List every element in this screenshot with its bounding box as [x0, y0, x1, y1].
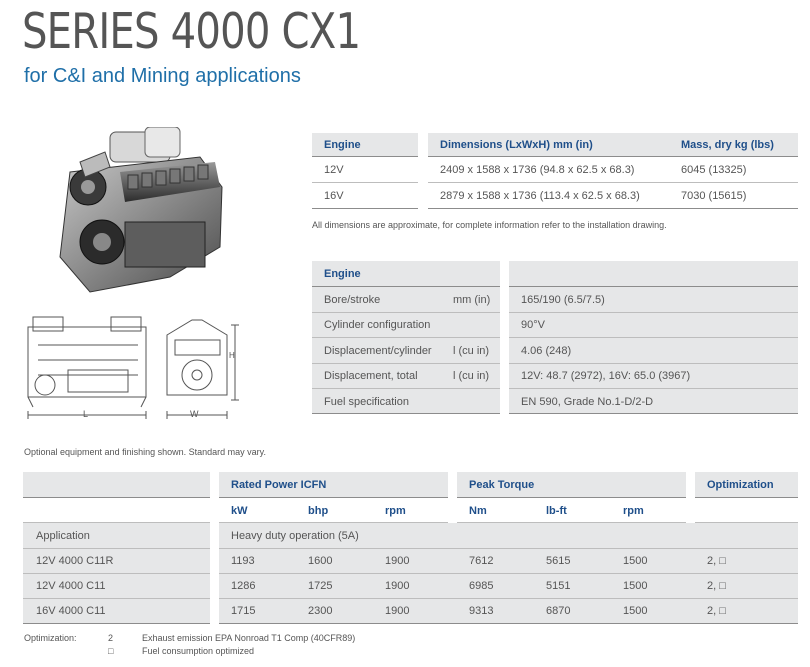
dim-row-dimensions: 2879 x 1588 x 1736 (113.4 x 62.5 x 68.3)	[440, 190, 640, 202]
rated-kw: 1286	[231, 580, 256, 592]
unit-lbft: lb-ft	[546, 505, 567, 517]
engine-photo	[50, 127, 225, 297]
dim-header-dimensions: Dimensions (LxWxH) mm (in)	[440, 139, 593, 151]
row-divider	[23, 598, 210, 599]
optimization-value: 2, □	[707, 555, 726, 567]
page-title: SERIES 4000 CX1	[22, 3, 361, 60]
rated-bhp: 1725	[308, 580, 333, 592]
engine-spec-value: 12V: 48.7 (2972), 16V: 65.0 (3967)	[521, 370, 691, 382]
engine-spec-label: Displacement, total	[324, 370, 418, 382]
footnote-label: Optimization:	[24, 633, 77, 643]
rated-power-header: Rated Power ICFN	[231, 479, 327, 491]
footnote-text: Fuel consumption optimized	[142, 646, 255, 656]
row-divider	[23, 623, 210, 624]
rated-kw: 1715	[231, 605, 256, 617]
torque-lbft: 5615	[546, 555, 571, 567]
engine-spec-header: Engine	[324, 268, 361, 280]
engine-spec-label: Fuel specification	[324, 396, 409, 408]
engine-spec-unit: mm (in)	[453, 294, 491, 306]
rated-bhp: 1600	[308, 555, 333, 567]
dim-header-engine: Engine	[324, 139, 361, 151]
image-caption: Optional equipment and finishing shown. Standard may vary.	[24, 447, 266, 457]
drawing-height-label: H	[229, 351, 235, 360]
rated-kw: 1193	[231, 555, 255, 567]
engine-side-drawing	[23, 315, 153, 425]
dim-row-engine: 16V	[324, 190, 344, 202]
torque-nm: 6985	[469, 580, 494, 592]
application-name: 16V 4000 C11	[36, 605, 106, 617]
engine-spec-label: Bore/stroke	[324, 294, 381, 306]
dimensions-note: All dimensions are approximate, for complete information refer to the installation drawing.	[312, 220, 667, 230]
engine-spec-value: EN 590, Grade No.1-D/2-D	[521, 396, 654, 408]
unit-nm: Nm	[469, 505, 487, 517]
rated-rpm: 1900	[385, 580, 410, 592]
engine-spec-value: 4.06 (248)	[521, 345, 572, 357]
application-label: Application	[36, 530, 90, 542]
unit-bhp: bhp	[308, 505, 329, 517]
unit-rpm: rpm	[385, 505, 406, 517]
unit-kw: kW	[231, 505, 248, 517]
operation-label: Heavy duty operation (5A)	[231, 530, 359, 542]
dim-row-mass: 6045 (13325)	[681, 164, 747, 176]
engine-spec-label: Cylinder configuration	[324, 319, 431, 331]
rated-rpm: 1900	[385, 605, 410, 617]
footnote-key: □	[108, 646, 114, 656]
optimization-value: 2, □	[707, 605, 726, 617]
dim-row-mass: 7030 (15615)	[681, 190, 747, 202]
dim-header-mass: Mass, dry kg (lbs)	[681, 139, 774, 151]
drawing-length-label: L	[83, 409, 89, 419]
application-name: 12V 4000 C11	[36, 580, 106, 592]
torque-lbft: 5151	[546, 580, 571, 592]
torque-rpm: 1500	[623, 605, 648, 617]
torque-rpm: 1500	[623, 555, 648, 567]
dim-row-engine: 12V	[324, 164, 344, 176]
torque-rpm: 1500	[623, 580, 648, 592]
optimization-value: 2, □	[707, 580, 726, 592]
engine-spec-value: 90°V	[521, 319, 545, 331]
engine-spec-label: Displacement/cylinder	[324, 345, 432, 357]
application-name: 12V 4000 C11R	[36, 555, 114, 567]
optimization-header: Optimization	[707, 479, 774, 491]
footnote-text: Exhaust emission EPA Nonroad T1 Comp (40CFR89)	[142, 633, 356, 643]
rated-bhp: 2300	[308, 605, 333, 617]
row-divider	[23, 573, 210, 574]
torque-nm: 7612	[469, 555, 494, 567]
torque-lbft: 6870	[546, 605, 571, 617]
dim-row-dimensions: 2409 x 1588 x 1736 (94.8 x 62.5 x 68.3)	[440, 164, 635, 176]
engine-spec-unit: l (cu in)	[453, 345, 490, 357]
row-divider	[219, 573, 798, 574]
footnote-key: 2	[108, 633, 114, 643]
torque-nm: 9313	[469, 605, 494, 617]
rated-rpm: 1900	[385, 555, 410, 567]
unit-rpm: rpm	[623, 505, 644, 517]
page-subtitle: for C&I and Mining applications	[24, 65, 301, 87]
engine-spec-value: 165/190 (6.5/7.5)	[521, 294, 605, 306]
engine-front-drawing	[157, 315, 247, 425]
peak-torque-header: Peak Torque	[469, 479, 535, 491]
drawing-width-label: W	[190, 409, 199, 419]
engine-spec-unit: l (cu in)	[453, 370, 490, 382]
row-divider	[219, 623, 798, 624]
row-divider	[219, 598, 798, 599]
